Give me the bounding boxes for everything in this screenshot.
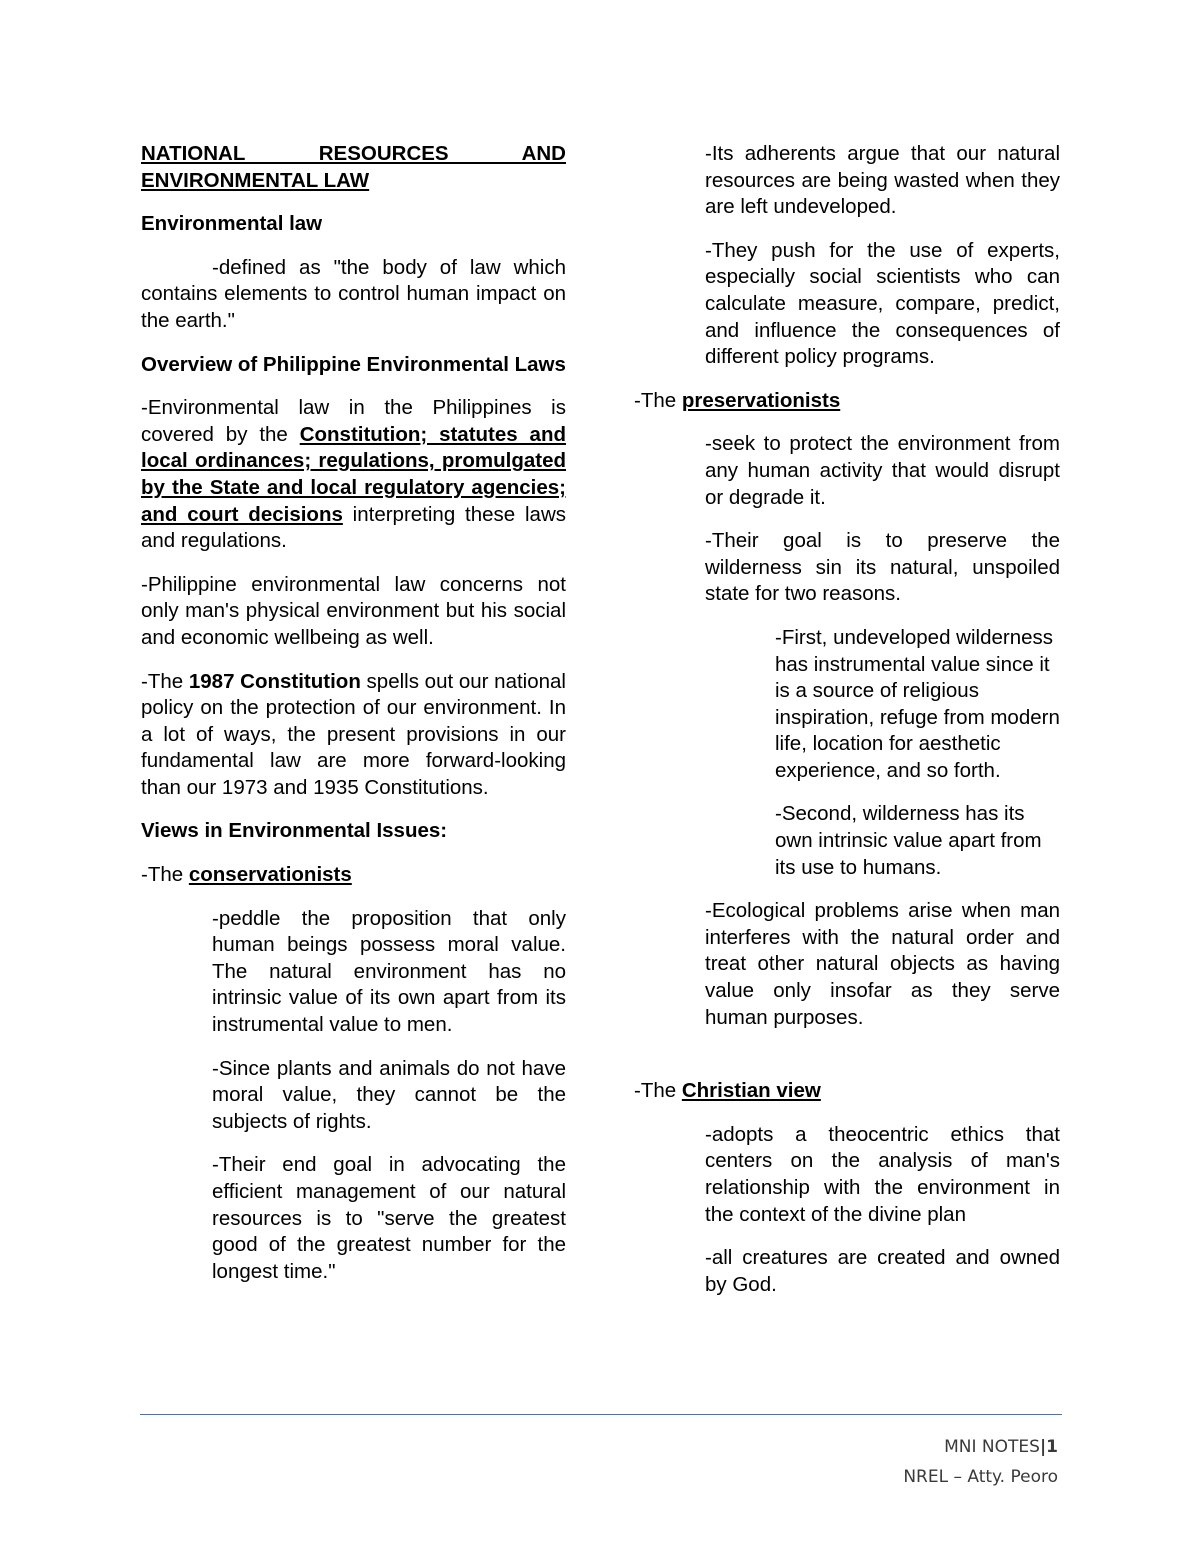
conservationists-paragraph-1: -peddle the proposition that only human beings possess moral value. The natural environment has no intrinsic value of its own apart from its instrumental value to men.	[212, 906, 566, 1037]
preservationists-prefix: -The	[634, 388, 682, 412]
para1-text: -Environmental law in the Philippines is covered by the	[141, 396, 566, 446]
document-title-line1: NATIONAL RESOURCES AND	[141, 142, 566, 165]
preservationists-paragraph-3: -Ecological problems arise when man interferes with the natural order and treat other natural objects as having value only insofar as they serve human purposes.	[705, 899, 1060, 1029]
env-law-definition: -defined as "the body of law which contains elements to control human impact on the earth."	[141, 255, 566, 332]
conservationists-paragraph-4: -Its adherents argue that our natural resources are being wasted when they are left undeveloped.	[705, 142, 1060, 219]
conservationists-paragraph-5: -They push for the use of experts, especially social scientists who can calculate measure, compare, predict, and influence the consequences of different policy programs.	[705, 238, 1060, 369]
env-law-heading: Environmental law	[141, 212, 323, 236]
footer-notes-line	[903, 1432, 1058, 1462]
overview-paragraph-1	[141, 395, 566, 555]
footer-subject: NREL – Atty. Peoro	[903, 1467, 1058, 1487]
footer-divider	[140, 1414, 1062, 1415]
preservationists-second-reason: -Second, wilderness has its own intrinsic value apart from its use to humans.	[775, 802, 1042, 879]
preservationists-paragraph-2: -Their goal is to preserve the wilderness sin its natural, unspoiled state for two reasons.	[705, 529, 1060, 606]
para3-text: -The	[141, 669, 189, 693]
para1-emphasis: Constitution; statutes and local ordinances; regulations, promulgated by the State and local regulatory agencies; and court decisions	[141, 422, 566, 526]
para1-text-end: interpreting these laws and regulations.	[141, 502, 566, 553]
para3-emphasis: 1987 Constitution	[188, 669, 361, 693]
conservationists-paragraph-2: -Since plants and animals do not have moral value, they cannot be the subjects of rights.	[212, 1056, 566, 1133]
christian-view-paragraph-2: -all creatures are created and owned by God.	[705, 1246, 1060, 1296]
overview-paragraph-2: -Philippine environmental law concerns not only man's physical environment but his social and economic wellbeing as well.	[141, 572, 566, 649]
preservationists-paragraph-1: -seek to protect the environment from any human activity that would disrupt or degrade it.	[705, 432, 1060, 509]
right-column	[634, 141, 1060, 1315]
conservationists-paragraph-3: -Their end goal in advocating the efficient management of our natural resources is to "serve the greatest good of the greatest number for the longest time."	[212, 1153, 566, 1283]
conservationists-prefix: -The	[141, 863, 189, 887]
left-column	[141, 141, 566, 1302]
page-number: |1	[1039, 1437, 1058, 1457]
overview-heading: Overview of Philippine Environmental Laws	[141, 352, 566, 376]
christian-view-label	[634, 1078, 1060, 1105]
footer-notes: MNI NOTES	[944, 1437, 1040, 1457]
para3-text-end: spells out our national policy on the protection of our environment. In a lot of ways, the present provisions in our fundamental law are more forward-looking than our 1973 and 1935 Constitutions.	[141, 669, 566, 799]
conservationists-label	[141, 862, 566, 889]
views-heading: Views in Environmental Issues:	[141, 819, 448, 843]
overview-paragraph-3	[141, 669, 566, 802]
preservationists-first-reason: -First, undeveloped wilderness has instrumental value since it is a source of religious inspiration, refuge from modern life, location for aesthetic experience, and so forth.	[775, 625, 1060, 782]
spacer	[634, 1048, 1060, 1078]
preservationists-term: preservationists	[681, 388, 841, 412]
christian-view-term: Christian view	[681, 1079, 821, 1103]
christian-view-paragraph-1: -adopts a theocentric ethics that centers on the analysis of man's relationship with the environment in the context of the divine plan	[705, 1122, 1060, 1226]
document-title-line2: ENVIRONMENTAL LAW	[141, 168, 370, 192]
preservationists-label	[634, 388, 1060, 415]
conservationists-term: conservationists	[188, 863, 352, 887]
page-footer	[903, 1432, 1058, 1492]
christian-view-prefix: -The	[634, 1079, 682, 1103]
